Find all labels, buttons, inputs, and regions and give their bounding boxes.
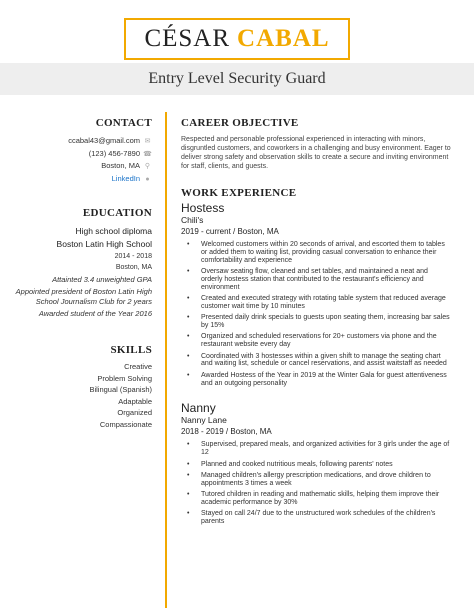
contact-linkedin[interactable] [0,173,152,186]
skill-item: Organized [117,408,152,418]
skills-list [0,361,152,431]
list-item: • Planned and cooked nutritious meals, following parents' notes [181,461,451,469]
job-bullets [181,441,451,526]
education-school: Boston Latin High School [56,239,152,249]
list-item: • Coordinated with 3 hostesses within a given shift to manage the seating chart and waiting list, schedule or cancel reservations, and assist waitstaff as needed [181,353,451,369]
location-pin-icon: ⚲ [144,163,151,170]
education-detail: Awarded student of the Year 2016 [38,309,152,318]
location-text: Boston, MA [101,161,140,170]
job-title-nanny: Nanny [181,401,216,416]
linkedin-link[interactable]: LinkedIn [111,173,140,183]
phone-icon: ☎ [143,150,152,158]
skill-item: Creative [124,362,152,371]
objective-heading: CAREER OBJECTIVE [181,117,299,129]
job-title-hostess: Hostess [181,201,225,215]
work-heading: WORK EXPERIENCE [181,187,297,199]
phone-text: (123) 456-7890 [88,148,140,158]
skill-item: Adaptable [118,396,152,406]
contact-heading: CONTACT [95,117,152,129]
skill-item: Compassionate [99,419,152,429]
name-box [124,18,350,60]
objective-text: Respected and personable professional experienced in interacting with minors, disgruntled customers, and coworkers in a challenging and busy environment. Eager to deliver strong safety and observation skills to create a secure and inviting environment for staff, clients, and guests. [181,136,451,170]
first-name: CÉSAR [144,25,231,52]
title-bar [0,63,474,95]
list-item: • Oversaw seating flow, cleaned and set tables, and maintained a neat and orderly hostess station that contributed to the restaurant's efficiency and environment [181,268,451,291]
contact-list [0,135,152,185]
list-item: • Organized and scheduled reservations for 20+ customers via phone and the restaurant website every day [181,333,451,349]
right-column [181,117,451,529]
skill-item: Problem Solving [97,373,152,383]
education-detail: Appointed president of Boston Latin High School Journalism Club for 2 years [15,287,152,306]
list-item: • Stayed on call 24/7 due to the unstructured work schedules of the children's parents [181,510,451,526]
education-heading: EDUCATION [82,207,152,219]
list-item: • Awarded Hostess of the Year in 2019 at the Winter Gala for guest attentiveness and an outgoing personality [181,372,451,388]
list-item: • Tutored children in reading and mathematic skills, helping them improve their academic performance by 30% [181,491,451,507]
contact-email[interactable] [0,135,152,148]
skill-item: Bilingual (Spanish) [89,385,152,395]
left-column [0,117,152,431]
education-block [0,225,152,319]
column-divider [165,112,167,608]
job-bullets [181,241,451,387]
education-detail: Attainted 3.4 unweighted GPA [52,275,152,284]
email-text: ccabal43@gmail.com [68,136,140,145]
linkedin-icon: ● [145,175,150,183]
job-employer: Nanny Lane [181,415,227,426]
job-dates: 2018 - 2019 / Boston, MA [181,427,272,437]
last-name: CABAL [237,25,330,52]
list-item: • Supervised, prepared meals, and organized activities for 3 girls under the age of 12 [181,441,451,457]
skills-heading: SKILLS [110,344,152,356]
list-item: • Created and executed strategy with rotating table system that reduced average customer wait time by 10 minutes [181,295,451,311]
education-years: 2014 - 2018 [114,253,152,260]
job-title: Entry Level Security Guard [148,70,326,87]
contact-phone [0,148,152,161]
education-degree: High school diploma [75,226,152,236]
job-entry [181,201,451,387]
mail-icon: ✉ [144,138,151,145]
contact-location [0,160,152,173]
job-employer: Chili's [181,215,204,225]
list-item: • Presented daily drink specials to guests upon seating them, increasing bar sales by 15% [181,314,451,330]
list-item: • Welcomed customers within 20 seconds of arrival, and escorted them to tables or added them to waiting list, providing casual conversation to enhance their comfortability and experience [181,241,451,264]
education-location: Boston, MA [115,263,152,271]
job-dates: 2019 - current / Boston, MA [181,227,279,236]
job-entry [181,401,451,526]
list-item: • Managed children's allergy prescription medications, and drove children to appointments 3 times a week [181,472,451,488]
